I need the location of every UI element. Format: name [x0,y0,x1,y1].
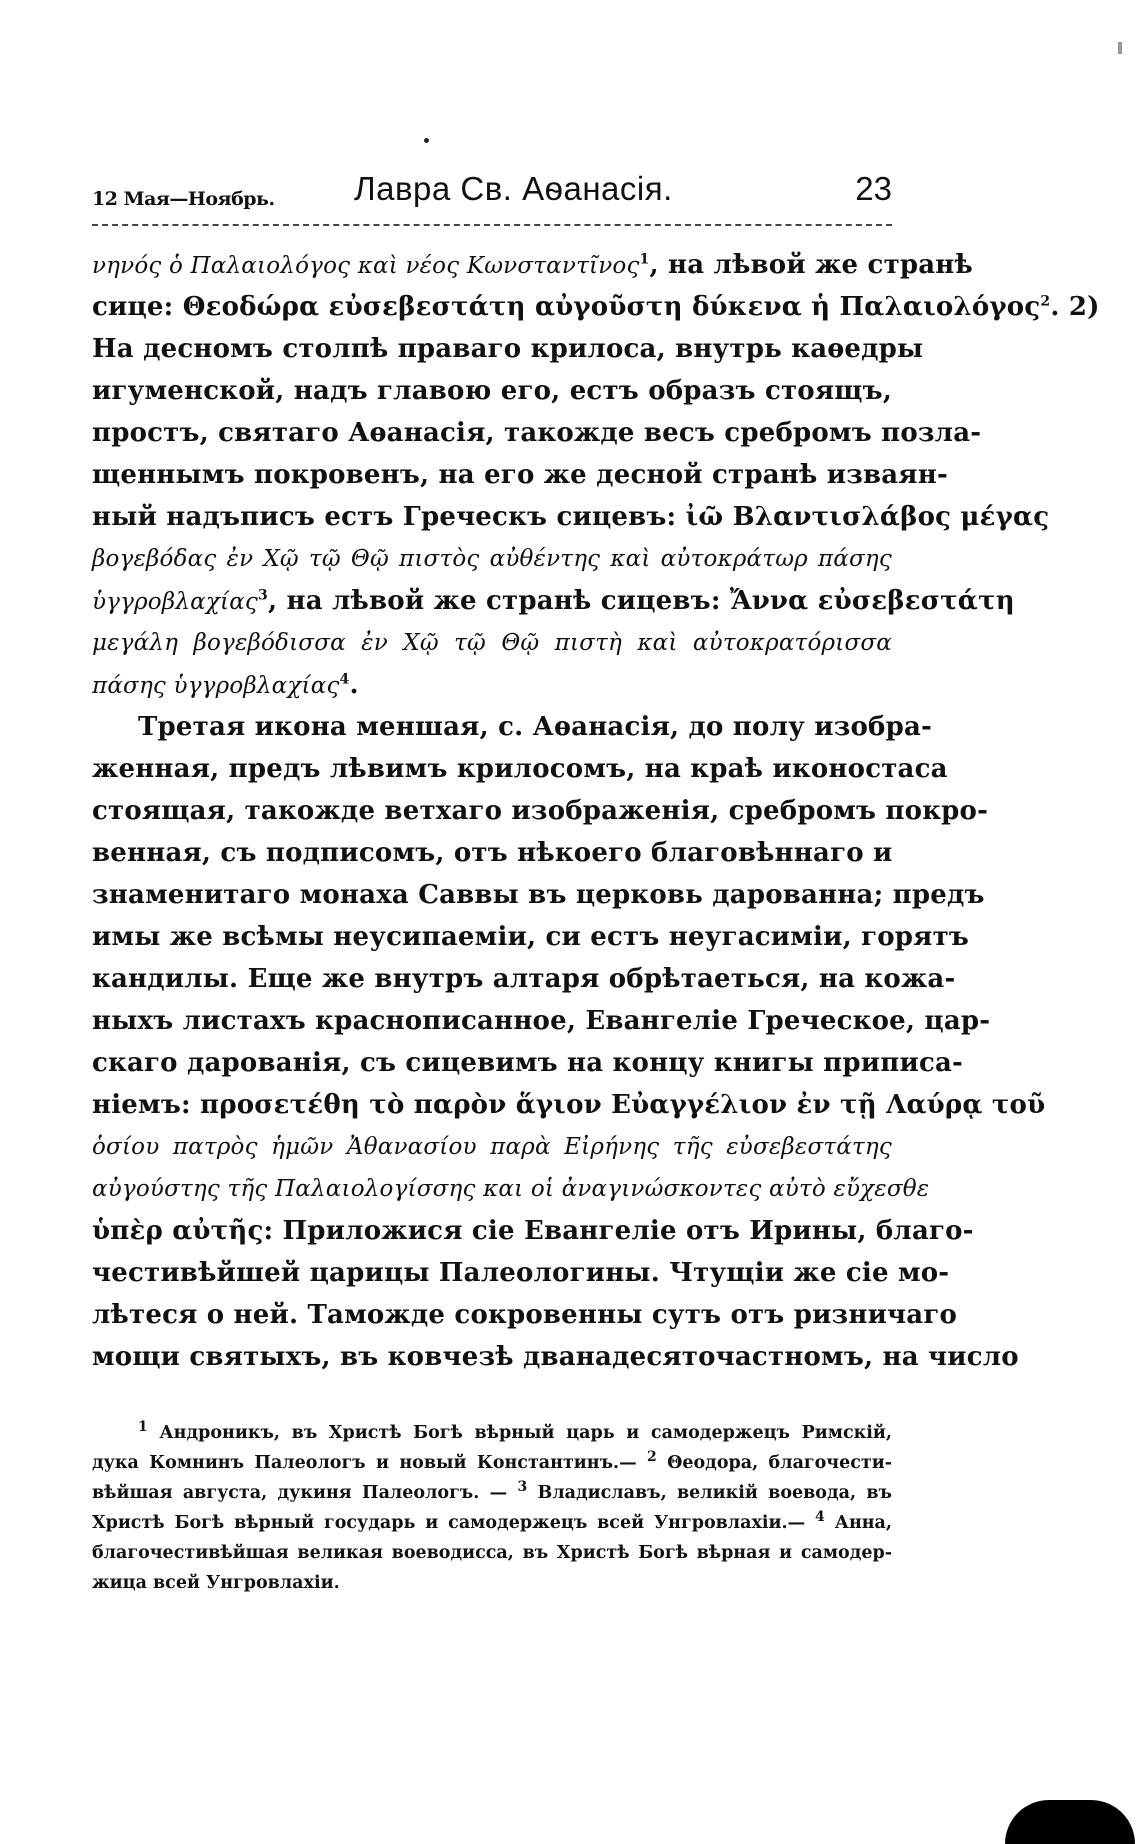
text-line: мощи святыхъ, въ ковчезѣ дванадесяточастномъ, на число [92,1342,1019,1372]
footnote-ref: 2 [1040,293,1051,310]
text-line: πάσης ὑγγροβλαχίας$^4$. [92,670,359,700]
page-number: 23 [855,170,892,207]
text-line: ніемъ: προσετέθη τὸ παρὸν ἅγιον Εὐαγγέλιον ἐν τῇ Λαύρᾳ τοῦ [92,1090,1046,1120]
ink-dot [424,138,429,143]
footnote-ref: 4 [339,671,350,688]
text-line: простъ, святаго Аѳанасія, такожде весъ сребромъ позла- [92,418,982,448]
text-line-greek: βογεβόδας ἐν Χῷ τῷ Θῷ πιστὸς αὐθέντης καὶ αὐτοκράτωρ πάσης [92,546,892,572]
text-line: На десномъ столпѣ праваго крилоса, внутрь каѳедры [92,334,924,364]
running-header [92,170,892,222]
scan-mark [1118,42,1122,54]
text-line: сице: Θεοδώρα εὐσεβεστάτη αὐγοῦστη δύκενα ἡ Παλαιολόγος$^2$. 2) [92,292,1100,322]
text-line: ныхъ листахъ краснописанное, Евангеліе Греческое, цар- [92,1006,991,1036]
text-line: скаго дарованія, съ сицевимъ на концу книгы приписа- [92,1048,964,1078]
footnote-line: благочестивѣйшая великая воеводисса, въ Христѣ Богѣ вѣрная и самодер- [92,1543,892,1563]
text-line-greek: μεγάλη βογεβόδισσα ἐν Χῷ τῷ Θῷ πιστὴ καὶ αὐτοκρατόρισσα [92,630,892,656]
text-line: венная, съ подписомъ, отъ нѣкоего благовѣннаго и [92,838,893,868]
text-line: игуменской, надъ главою его, естъ образъ стоящъ, [92,376,892,406]
header-date-range: 12 Мая—Ноябрь. [92,188,275,210]
footnote-line: Христѣ Богѣ вѣрный государь и самодержецъ всей Унгровлахіи.— $^4$ Анна, [92,1509,892,1533]
text-line: ὑπὲρ αὐτῆς: Приложися сіе Евангеліе отъ Ирины, благо- [92,1216,974,1246]
footnote-line: жица всей Унгровлахіи. [92,1573,340,1593]
text-line: ный надъписъ естъ Греческъ сицевъ: ἰῶ Βλαντισλάβος μέγας [92,502,1050,532]
text-line: честивѣйшей царицы Палеологины. Чтущіи же сіе мо- [92,1258,950,1288]
footnote-line: $^1$ Андроникъ, въ Христѣ Богѣ вѣрный царь и самодержецъ Римскій, [138,1419,892,1443]
footnote-ref: 3 [258,587,268,604]
footnote-ref: 1 [639,251,650,268]
text-line-greek: αὐγούστης τῆς Παλαιολογίσσης και οἱ ἀναγινώσκοντες αὐτὸ εὔχεσθε [92,1176,930,1202]
footnote-number: 4 [815,1509,825,1526]
footnotes [92,1418,892,1598]
text-line: щеннымъ покровенъ, на его же десной странѣ изваян- [92,460,948,490]
text-line: женная, предъ лѣвимъ крилосомъ, на краѣ иконостаса [92,754,948,784]
paragraph-start: Третая икона меншая, с. Аѳанасія, до полу изобра- [138,712,932,742]
page-title: Лавра Св. Аѳанасія. [354,170,673,207]
text-line: знаменитаго монаха Саввы въ церковь дарованна; предъ [92,880,985,910]
text-line: ὑγγροβλαχίας$^3$, на лѣвой же странѣ сицевъ: Ἄννα εὐσεβεστάτη [92,586,1015,616]
text-line: кандилы. Еще же внутръ алтаря обрѣтаеться, на кожа- [92,964,956,994]
main-text [92,244,1100,1378]
text-line: имы же всѣмы неусипаеміи, си естъ неугасиміи, горятъ [92,922,970,952]
scan-blot [1005,1800,1135,1844]
text-line: νηνός ὁ Παλαιολόγος καὶ νέος Κωνσταντῖνος$^1$, на лѣвой же странѣ [92,250,974,280]
footnote-line: дука Комнинъ Палеологъ и новый Константинъ.— $^2$ Θеодора, благочести- [92,1449,892,1473]
header-rule [92,224,892,226]
footnote-number: 3 [517,1479,528,1496]
text-line-greek: ὁσίου πατρὸς ἡμῶν Ἀθανασίου παρὰ Εἰρήνης τῆς εὐσεβεστάτης [92,1134,892,1160]
text-line: лѣтеся о ней. Тамождe сокровенны сутъ отъ ризничаго [92,1300,958,1330]
footnote-number: 2 [646,1449,657,1466]
footnote-line: вѣйшая августа, дукиня Палеологъ. — $^3$ Владиславъ, великій воевода, въ [92,1479,892,1503]
footnote-number: 1 [138,1419,148,1436]
text-line: стоящая, такожде ветхаго изображенія, сребромъ покро- [92,796,989,826]
